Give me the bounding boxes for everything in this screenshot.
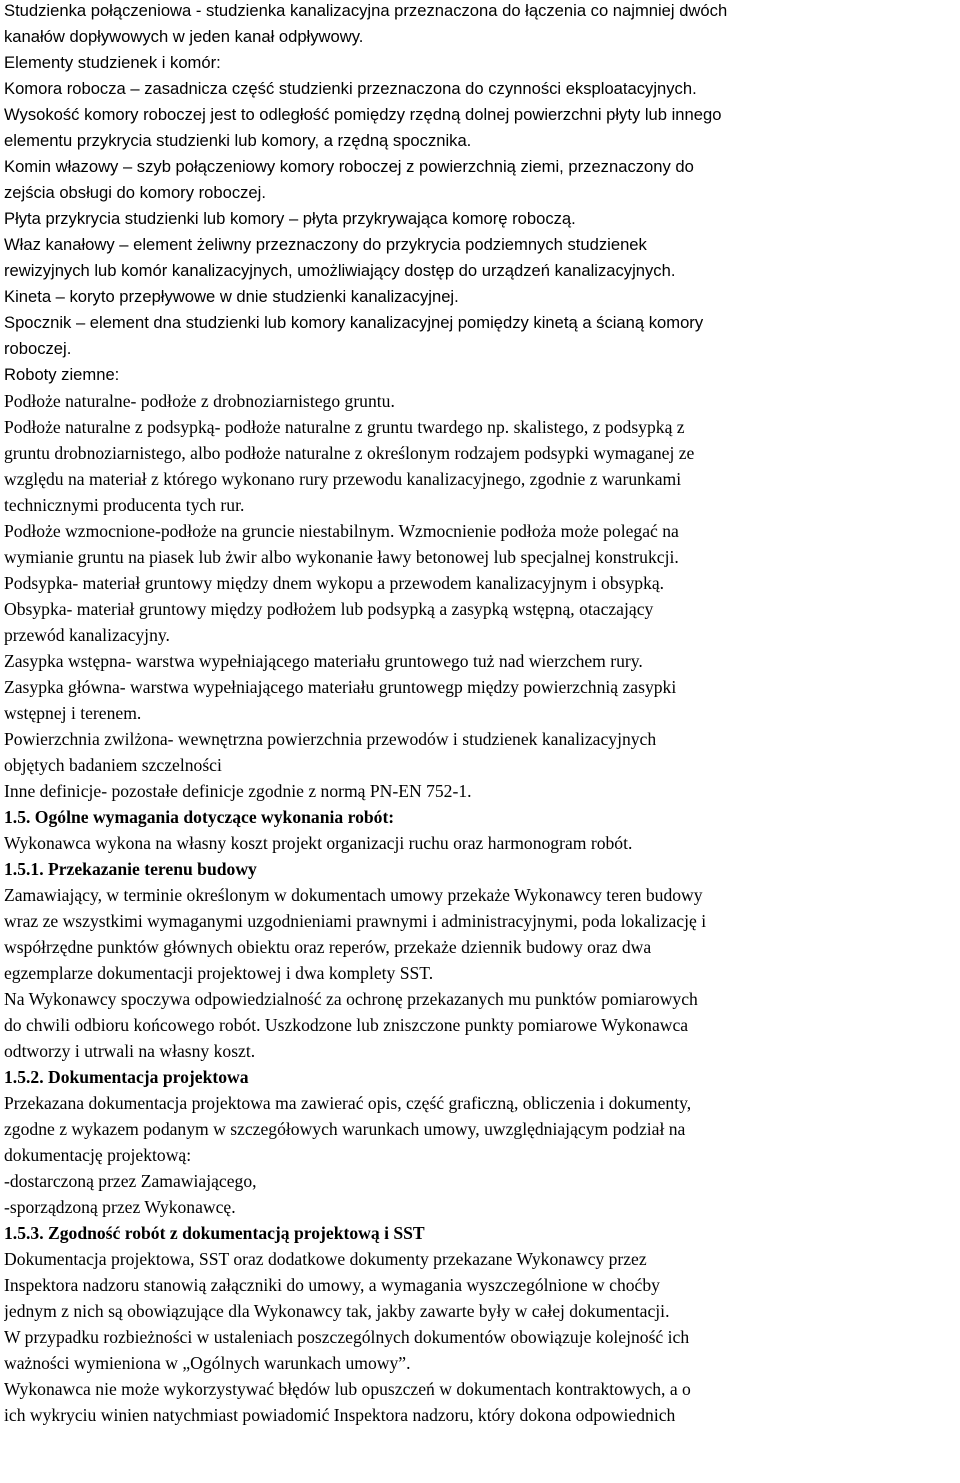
section-title: Zgodność robót z dokumentacją projektową i SST [47,1223,425,1243]
line-text: Na Wykonawcy spoczywa odpowiedzialność za ochronę przekazanych mu punktów pomiarowych [4,989,698,1009]
text-line [4,414,960,440]
text-line [4,206,960,232]
text-line [4,752,960,778]
text-line [4,102,960,128]
text-line [4,466,960,492]
line-text: odtworzy i utrwali na własny koszt. [4,1041,256,1061]
line-text: Kineta – koryto przepływowe w dnie studzienki kanalizacyjnej. [4,287,459,306]
text-line [4,1298,960,1324]
text-line [4,258,960,284]
section-heading [4,804,960,830]
line-text: technicznymi producenta tych rur. [4,495,245,515]
line-text: Podłoże naturalne- podłoże z drobnoziarnistego gruntu. [4,391,395,411]
text-line [4,310,960,336]
text-line [4,544,960,570]
section-title: Ogólne wymagania dotyczące wykonania robót: [34,807,395,827]
line-text: Komin włazowy – szyb połączeniowy komory roboczej z powierzchnią ziemi, przeznaczony do [4,157,694,176]
text-line [4,180,960,206]
line-text: W przypadku rozbieżności w ustaleniach poszczególnych dokumentów obowiązuje kolejność ich [4,1327,690,1347]
text-line [4,570,960,596]
section-heading [4,856,960,882]
line-text: Inne definicje- pozostałe definicje zgodnie z normą PN-EN 752-1. [4,781,472,801]
line-text: gruntu drobnoziarnistego, albo podłoże naturalne z określonym rodzajem podsypki wymaganej ze [4,443,695,463]
line-text: egzemplarze dokumentacji projektowej i dwa komplety SST. [4,963,434,983]
text-line [4,24,960,50]
section-heading [4,1220,960,1246]
text-line [4,0,960,24]
text-line [4,1090,960,1116]
text-line [4,700,960,726]
text-line [4,128,960,154]
line-text: Zasypka główna- warstwa wypełniającego materiału gruntowegp między powierzchnią zasypki [4,677,677,697]
text-line [4,1246,960,1272]
section-number: 1.5.3. [4,1223,48,1243]
text-line [4,986,960,1012]
text-line [4,50,960,76]
text-line [4,1116,960,1142]
text-line [4,154,960,180]
line-text: przewód kanalizacyjny. [4,625,170,645]
line-text: wymianie gruntu na piasek lub żwir albo wykonanie ławy betonowej lub specjalnej konstrukcji. [4,547,679,567]
text-line [4,882,960,908]
line-text: Obsypka- materiał gruntowy między podłożem lub podsypką a zasypką wstępną, otaczający [4,599,654,619]
line-text: wstępnej i terenem. [4,703,142,723]
text-line [4,492,960,518]
text-line [4,960,960,986]
text-line [4,1376,960,1402]
line-text: Elementy studzienek i komór: [4,53,221,72]
line-text: Wykonawca wykona na własny koszt projekt organizacji ruchu oraz harmonogram robót. [4,833,633,853]
text-line [4,674,960,700]
text-line [4,1142,960,1168]
section-number: 1.5.1. [4,859,48,879]
text-line [4,362,960,388]
text-line [4,518,960,544]
line-text: zejścia obsługi do komory roboczej. [4,183,266,202]
line-text: Płyta przykrycia studzienki lub komory – płyta przykrywająca komorę roboczą. [4,209,576,228]
text-line [4,778,960,804]
line-text: -sporządzoną przez Wykonawcę. [4,1197,236,1217]
text-line [4,388,960,414]
line-text: roboczej. [4,339,72,358]
line-text: objętych badaniem szczelności [4,755,222,775]
text-line [4,336,960,362]
line-text: wraz ze wszystkimi wymaganymi uzgodnieniami prawnymi i administracyjnymi, poda lokalizację i [4,911,707,931]
line-text: zgodne z wykazem podanym w szczegółowych warunkach umowy, uwzględniającym podział na [4,1119,686,1139]
text-line [4,284,960,310]
text-line [4,1038,960,1064]
text-line [4,1272,960,1298]
text-line [4,622,960,648]
line-text: do chwili odbioru końcowego robót. Uszkodzone lub zniszczone punkty pomiarowe Wykonawca [4,1015,689,1035]
line-text: dokumentację projektową: [4,1145,192,1165]
section-title: Dokumentacja projektowa [47,1067,249,1087]
text-line [4,908,960,934]
line-text: ważności wymieniona w „Ogólnych warunkach umowy”. [4,1353,411,1373]
line-text: Spocznik – element dna studzienki lub komory kanalizacyjnej pomiędzy kinetą a ścianą komory [4,313,704,332]
line-text: kanałów dopływowych w jeden kanał odpływowy. [4,27,364,46]
line-text: Podsypka- materiał gruntowy między dnem wykopu a przewodem kanalizacyjnym i obsypką. [4,573,665,593]
line-text: Podłoże wzmocnione-podłoże na gruncie niestabilnym. Wzmocnienie podłoża może polegać na [4,521,679,541]
line-text: Podłoże naturalne z podsypką- podłoże naturalne z gruntu twardego np. skalistego, z podsypką z [4,417,685,437]
line-text: elementu przykrycia studzienki lub komory, a rzędną spocznika. [4,131,472,150]
text-line [4,1012,960,1038]
line-text: ich wykryciu winien natychmiast powiadomić Inspektora nadzoru, który dokona odpowiednich [4,1405,676,1425]
line-text: Zamawiający, w terminie określonym w dokumentach umowy przekaże Wykonawcy teren budowy [4,885,703,905]
section-number: 1.5.2. [4,1067,48,1087]
text-line [4,934,960,960]
line-text: Zasypka wstępna- warstwa wypełniającego materiału gruntowego tuż nad wierzchem rury. [4,651,643,671]
text-line [4,726,960,752]
text-line [4,76,960,102]
text-line [4,232,960,258]
line-text: -dostarczoną przez Zamawiającego, [4,1171,257,1191]
line-text: Wysokość komory roboczej jest to odległość pomiędzy rzędną dolnej powierzchni płyty lub innego [4,105,722,124]
section-number: 1.5. [4,807,35,827]
section-heading [4,1064,960,1090]
line-text: współrzędne punktów głównych obiektu oraz reperów, przekaże dziennik budowy oraz dwa [4,937,652,957]
line-text: Właz kanałowy – element żeliwny przeznaczony do przykrycia podziemnych studzienek [4,235,647,254]
line-text: Studzienka połączeniowa - studzienka kanalizacyjna przeznaczona do łączenia co najmniej dwóch [4,1,728,20]
line-text: Przekazana dokumentacja projektowa ma zawierać opis, część graficzną, obliczenia i dokumenty, [4,1093,692,1113]
text-line [4,440,960,466]
line-text: rewizyjnych lub komór kanalizacyjnych, umożliwiający dostęp do urządzeń kanalizacyjnych. [4,261,676,280]
line-text: jednym z nich są obowiązujące dla Wykonawcy tak, jakby zawarte były w całej dokumentacji. [4,1301,670,1321]
line-text: Dokumentacja projektowa, SST oraz dodatkowe dokumenty przekazane Wykonawcy przez [4,1249,647,1269]
line-text: Inspektora nadzoru stanowią załączniki do umowy, a wymagania wyszczególnione w choćby [4,1275,660,1295]
section-title: Przekazanie terenu budowy [47,859,257,879]
line-text: Komora robocza – zasadnicza część studzienki przeznaczona do czynności eksploatacyjnych. [4,79,697,98]
line-text: Powierzchnia zwilżona- wewnętrzna powierzchnia przewodów i studzienek kanalizacyjnych [4,729,657,749]
text-line [4,1402,960,1428]
line-text: Wykonawca nie może wykorzystywać błędów lub opuszczeń w dokumentach kontraktowych, a o [4,1379,691,1399]
text-line [4,1350,960,1376]
text-line [4,830,960,856]
text-line [4,1194,960,1220]
text-line [4,596,960,622]
line-text: Roboty ziemne: [4,365,120,384]
text-line [4,1324,960,1350]
line-text: względu na materiał z którego wykonano rury przewodu kanalizacyjnego, zgodnie z warunkami [4,469,682,489]
text-line [4,1168,960,1194]
text-line [4,648,960,674]
